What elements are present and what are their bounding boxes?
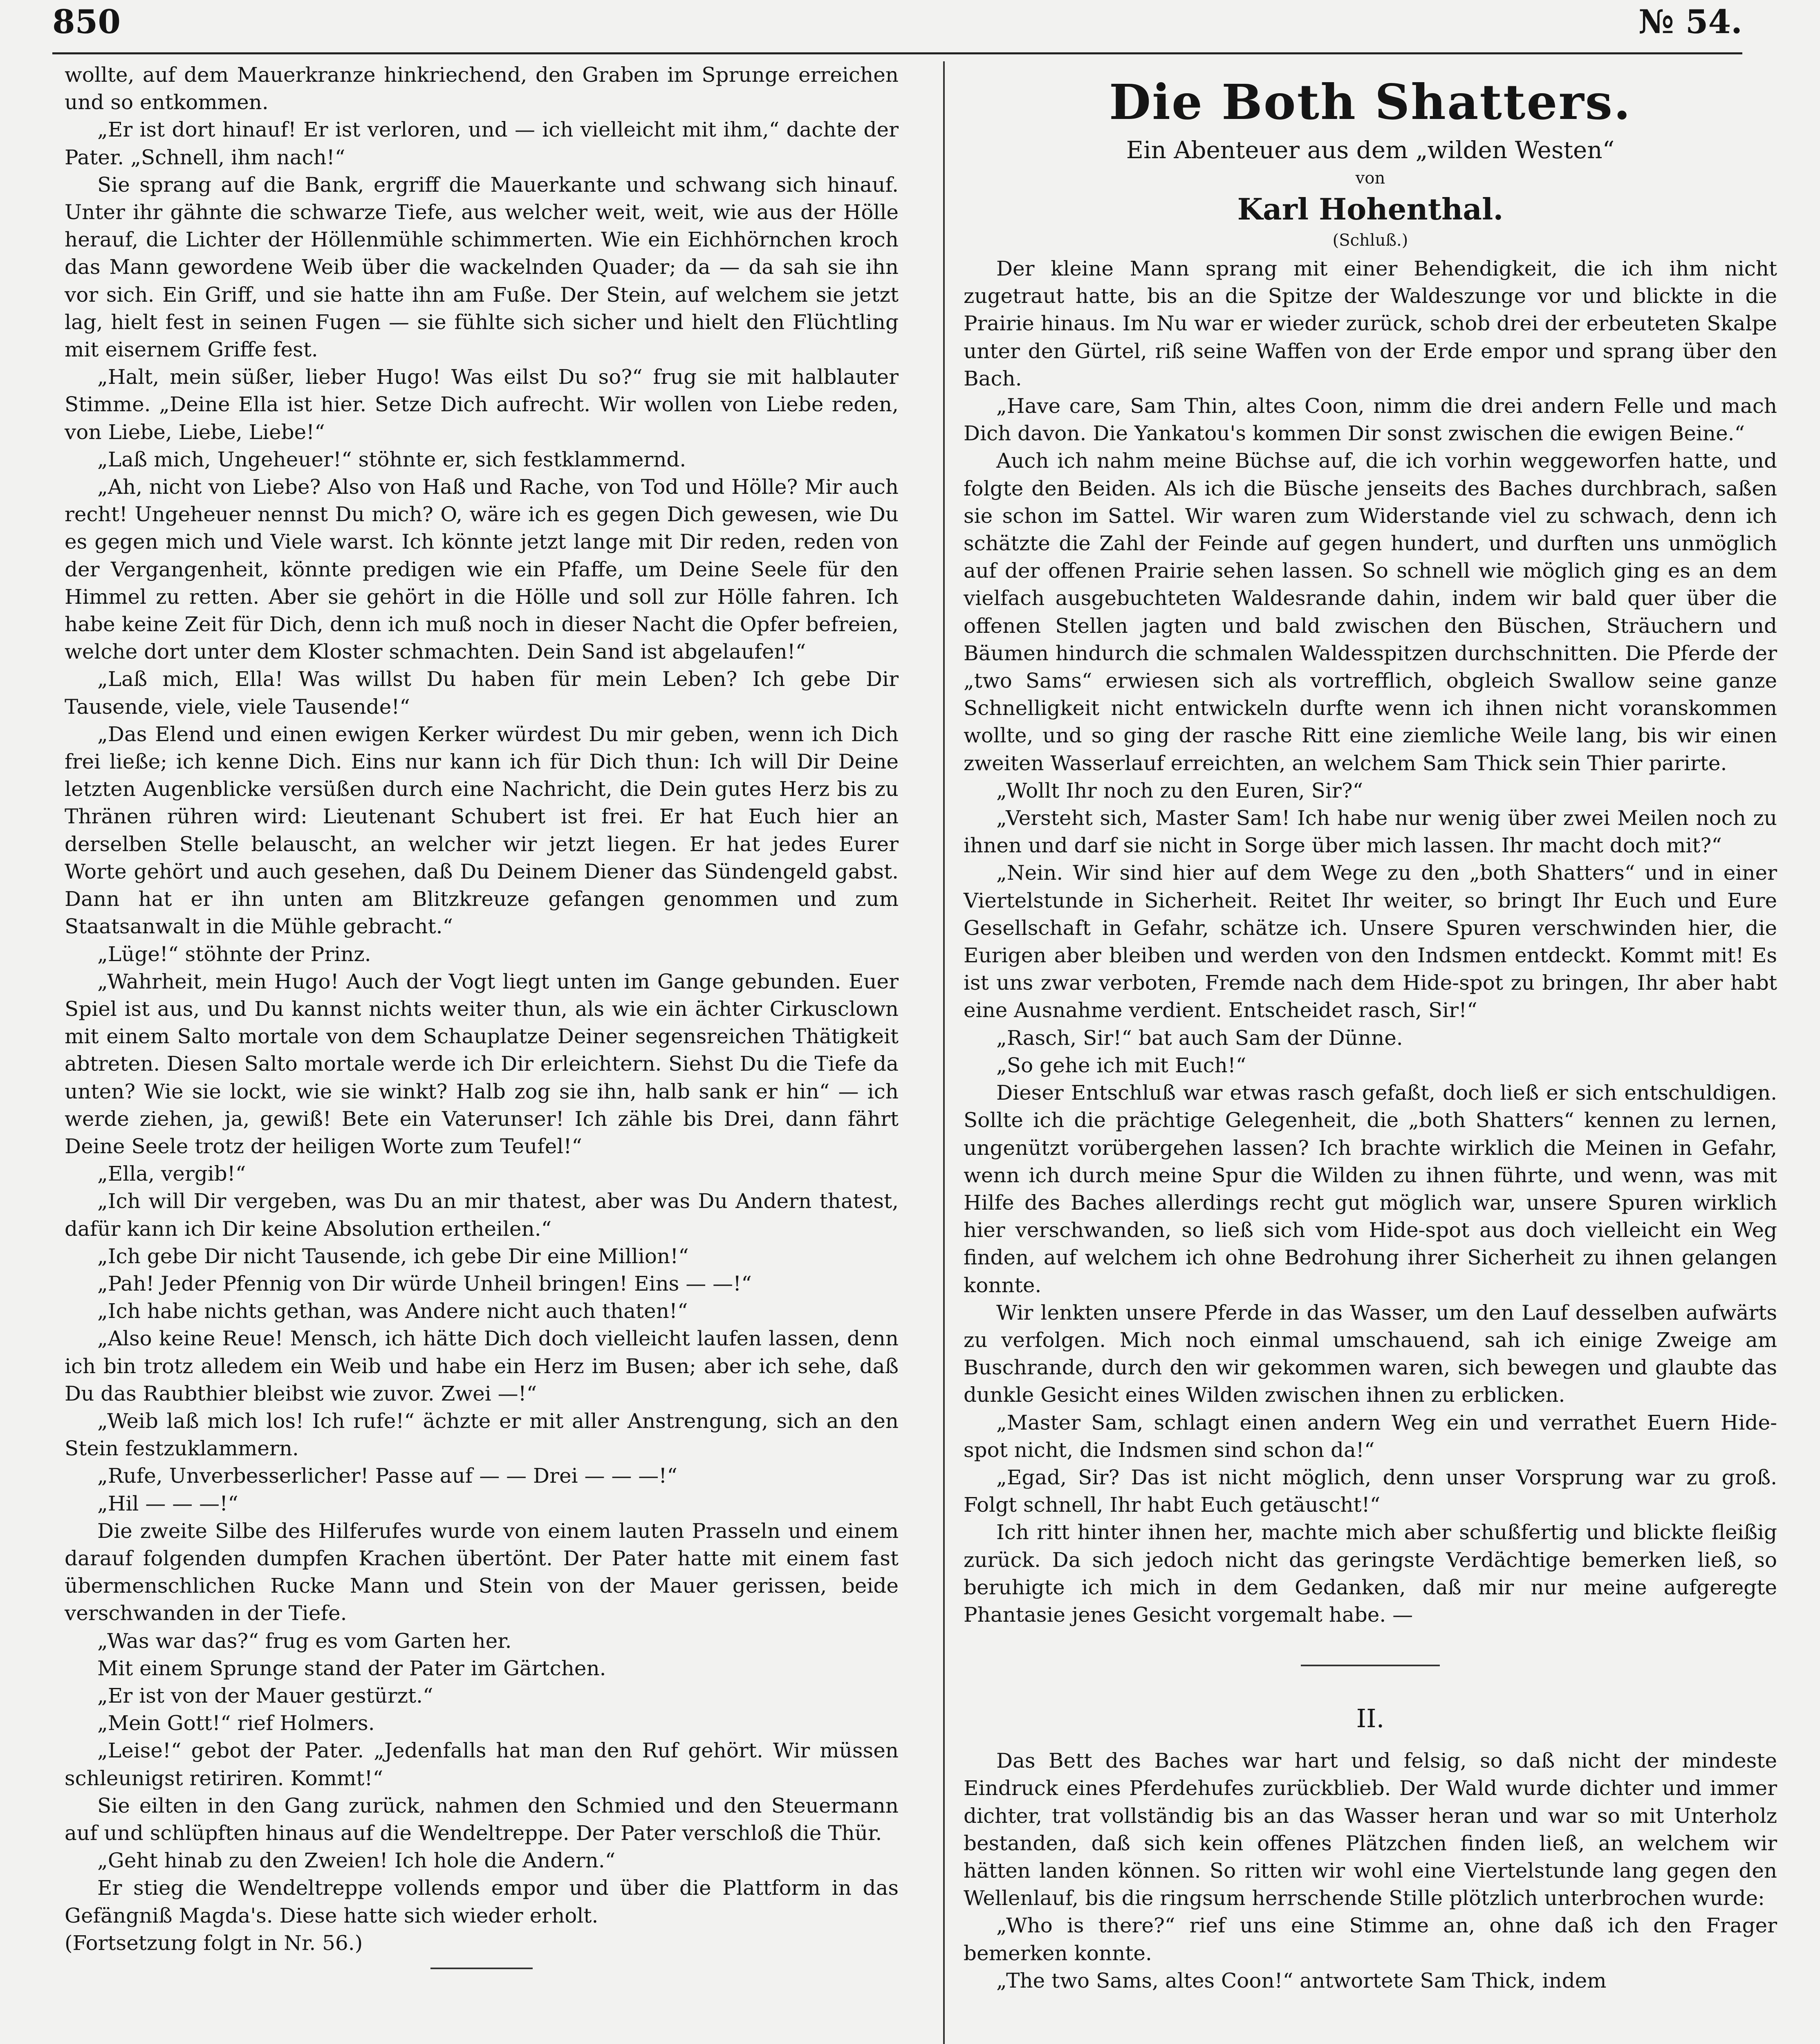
paragraph: „Mein Gott!“ rief Holmers. — [97, 1711, 375, 1735]
paragraph: Das Bett des Baches war hart und felsig, so daß nicht der mindeste Eindruck eines Pferdehufes zurückblieb. Der Wald wurde dichter und immer dichter, trat vollständig bis an das Wasser heran und war so mit Unterholz bestanden, daß sich kein offenes Plätzchen finden ließ, an welchem wir hätten landen können. So ritten wir wohl eine Viertelstunde lang gegen den Wellenlauf, bis die ringsum herrschende Stille plötzlich unterbrochen wurde: — [964, 1749, 1777, 1910]
paragraph: „Laß mich, Ella! Was willst Du haben für mein Leben? Ich gebe Dir Tausende, viele, viele Tausende!“ — [65, 667, 899, 719]
paragraph: „The two Sams, altes Coon!“ antwortete Sam Thick, indem — [996, 1968, 1607, 1992]
paragraph: „Master Sam, schlagt einen andern Weg ein und verrathet Euern Hide-spot nicht, die Indsmen sind schon da!“ — [964, 1410, 1777, 1462]
page-number: 850 — [52, 2, 121, 41]
end-rule — [430, 1968, 533, 1969]
paragraph: „Nein. Wir sind hier auf dem Wege zu den „both Shatters“ und in einer Viertelstunde in Sicherheit. Reitet Ihr weiter, so bringt Ihr Euch und Eure Gesellschaft in Gefahr, schätze ich. Unsere Spuren verschwinden hier, die Eurigen aber bleiben und werden von den Indsmen entdeckt. Kommt mit! Es ist uns zwar verboten, Fremde nach dem Hide-spot zu bringen, Ihr aber habt eine Ausnahme verdient. Entscheidet rasch, Sir!“ — [964, 861, 1777, 1022]
header-rule — [52, 52, 1742, 54]
section-rule — [1301, 1665, 1440, 1666]
paragraph: „Leise!“ gebot der Pater. „Jedenfalls hat man den Ruf gehört. Wir müssen schleunigst retiriren. Kommt!“ — [65, 1739, 899, 1790]
paragraph: „Lüge!“ stöhnte der Prinz. — [97, 942, 371, 966]
paragraph: Ich ritt hinter ihnen her, machte mich aber schußfertig und blickte fleißig zurück. Da sich jedoch nicht das geringste Verdächtige bemerken ließ, so beruhigte ich mich in dem Gedanken, daß mir nur meine aufgeregte Phantasie jenes Gesicht vorgemalt habe. — — [964, 1520, 1777, 1627]
paragraph: „Er ist von der Mauer gestürzt.“ — [97, 1683, 433, 1708]
paragraph: „Rufe, Unverbesserlicher! Passe auf — — Drei — — —!“ — [97, 1464, 677, 1488]
paragraph: „Ich gebe Dir nicht Tausende, ich gebe Dir eine Million!“ — [97, 1244, 689, 1268]
paragraph: „Rasch, Sir!“ bat auch Sam der Dünne. — [996, 1026, 1403, 1050]
paragraph: Der kleine Mann sprang mit einer Behendigkeit, die ich ihm nicht zugetraut hatte, bis an die Spitze der Waldeszunge vor und blickte in die Prairie hinaus. Im Nu war er wieder zurück, schob drei der erbeuteten Skalpe unter den Gürtel, riß seine Waffen von der Erde empor und sprang über den Bach. — [964, 257, 1777, 390]
paragraph: „So gehe ich mit Euch!“ — [996, 1053, 1246, 1077]
paragraph: „Halt, mein süßer, lieber Hugo! Was eilst Du so?“ frug sie mit halblauter Stimme. „Deine Ella ist hier. Setze Dich aufrecht. Wir wollen von Liebe reden, von Liebe, Liebe, Liebe!“ — [65, 365, 899, 444]
story-title: Die Both Shatters. — [1109, 74, 1632, 130]
paragraph: Sie eilten in den Gang zurück, nahmen den Schmied und den Steuermann auf und schlüpften hinaus auf die Wendeltreppe. Der Pater verschloß die Thür. — [65, 1793, 899, 1845]
paragraph: wollte, auf dem Mauerkranze hinkriechend, den Graben im Sprunge erreichen und so entkommen. — [65, 63, 899, 114]
paragraph: „Er ist dort hinauf! Er ist verloren, und — ich vielleicht mit ihm,“ dachte der Pater. „Schnell, ihm nach!“ — [65, 118, 899, 169]
column-divider — [943, 61, 945, 2044]
paragraph: „Ich habe nichts gethan, was Andere nicht auch thaten!“ — [97, 1299, 688, 1323]
paragraph: „Also keine Reue! Mensch, ich hätte Dich doch vielleicht laufen lassen, denn ich bin trotz alledem ein Weib und habe ein Herz im Busen; aber ich sehe, daß Du das Raubthier bleibst wie zuvor. Zwei —!“ — [65, 1327, 899, 1405]
byline-von: von — [1355, 169, 1385, 188]
paragraph: „Hil — — —!“ — [97, 1491, 238, 1515]
paragraph: Wir lenkten unsere Pferde in das Wasser, um den Lauf desselben aufwärts zu verfolgen. Mich noch einmal umschauend, sah ich einige Zweige am Buschrande, durch den wir gekommen waren, sich bewegen und glaubte das dunkle Gesicht eines Wilden zwischen ihnen zu erblicken. — [964, 1300, 1777, 1407]
paragraph: „Geht hinab zu den Zweien! Ich hole die Andern.“ — [97, 1849, 616, 1873]
story-author: Karl Hohenthal. — [1237, 192, 1504, 226]
story-subtitle: Ein Abenteuer aus dem „wilden Westen“ — [1126, 136, 1615, 164]
continuation-note: (Fortsetzung folgt in Nr. 56.) — [65, 1931, 363, 1955]
part-note: (Schluß.) — [1332, 231, 1408, 250]
section-heading: II. — [1356, 1703, 1385, 1734]
paragraph: Sie sprang auf die Bank, ergriff die Mauerkante und schwang sich hinauf. Unter ihr gähnte die schwarze Tiefe, aus welcher weit, weit, wie aus der Hölle herauf, die Lichter der Höllenmühle schimmerten. Wie ein Eichhörnchen kroch das Mann gewordene Weib über die wackelnden Quader; da — da sah sie ihn vor sich. Ein Griff, und sie hatte ihn am Fuße. Der Stein, auf welchem sie jetzt lag, hielt fest in seinen Fugen — sie fühlte sich sicher und hielt den Flüchtling mit eisernem Griffe fest. — [65, 173, 899, 362]
paragraph: Er stieg die Wendeltreppe vollends empor und über die Plattform in das Gefängniß Magda's. Diese hatte sich wieder erholt. — [65, 1876, 899, 1927]
paragraph: „Who is there?“ rief uns eine Stimme an, ohne daß ich den Frager bemerken konnte. — [964, 1914, 1777, 1965]
paragraph: „Versteht sich, Master Sam! Ich habe nur wenig über zwei Meilen noch zu ihnen und darf sie nicht in Sorge über mich lassen. Ihr macht doch mit?“ — [964, 806, 1777, 858]
paragraph: „Ella, vergib!“ — [97, 1162, 246, 1186]
paragraph: „Wollt Ihr noch zu den Euren, Sir?“ — [996, 778, 1363, 802]
paragraph: „Ah, nicht von Liebe? Also von Haß und Rache, von Tod und Hölle? Mir auch recht! Ungeheuer nennst Du mich? O, wäre ich es gegen Dich gewesen, wie Du es gegen mich und Viele warst. Ich könnte jetzt lange mit Dir reden, reden von der Vergangenheit, könnte predigen wie ein Pfaffe, um Deine Seele für den Himmel zu retten. Aber sie gehört in die Hölle und soll zur Hölle fahren. Ich habe keine Zeit für Dich, denn ich muß noch in dieser Nacht die Opfer befreien, welche dort unter dem Kloster schmachten. Dein Sand ist abgelaufen!“ — [65, 475, 899, 664]
issue-number: № 54. — [1638, 2, 1742, 41]
paragraph: Auch ich nahm meine Büchse auf, die ich vorhin weggeworfen hatte, und folgte den Beiden. Als ich die Büsche jenseits des Baches durchbrach, saßen sie schon im Sattel. Wir waren zum Widerstande viel zu schwach, denn ich schätzte die Zahl der Feinde auf gegen hundert, und durften uns unmöglich auf der offenen Prairie sehen lassen. So schnell wie möglich ging es an dem vielfach ausgebuchteten Waldesrande dahin, indem wir bald quer über die offenen Stellen jagten und bald zwischen den Büschen, Sträuchern und Bäumen hindurch die schmalen Waldesspitzen durchschnitten. Die Pferde der „two Sams“ erwiesen sich als vortrefflich, obgleich Swallow seine ganze Schnelligkeit nicht entwickeln durfte wenn ich ihnen nicht voranskommen wollte, und so ging der rasche Ritt eine ziemliche Weile lang, bis wir einen zweiten Wasserlauf erreichten, an welchem Sam Thick sein Thier parirte. — [964, 449, 1777, 775]
paragraph: „Ich will Dir vergeben, was Du an mir thatest, aber was Du Andern thatest, dafür kann ich Dir keine Absolution ertheilen.“ — [65, 1189, 899, 1241]
paragraph: „Was war das?“ frug es vom Garten her. — [97, 1629, 512, 1653]
paragraph: Dieser Entschluß war etwas rasch gefaßt, doch ließ er sich entschuldigen. Sollte ich die prächtige Gelegenheit, die „both Shatters“ kennen zu lernen, ungenützt vorübergehen lassen? Ich brachte wirklich die Meinen in Gefahr, wenn ich durch meine Spur die Wilden zu ihnen führte, und wenn, was mit Hilfe des Baches allerdings recht gut möglich war, unsere Spuren wirklich hier verschwanden, so ließ sich vom Hide-spot aus doch vielleicht ein Weg finden, auf welchem ich ohne Bedrohung ihrer Sicherheit zu ihnen gelangen konnte. — [964, 1081, 1777, 1297]
paragraph: Mit einem Sprunge stand der Pater im Gärtchen. — [97, 1656, 606, 1680]
paragraph: Die zweite Silbe des Hilferufes wurde von einem lauten Prasseln und einem darauf folgenden dumpfen Krachen übertönt. Der Pater hatte mit einem fast übermenschlichen Rucke Mann und Stein von der Mauer gerissen, beide verschwanden in der Tiefe. — [65, 1519, 899, 1625]
paragraph: „Egad, Sir? Das ist nicht möglich, denn unser Vorsprung war zu groß. Folgt schnell, Ihr habt Euch getäuscht!“ — [964, 1465, 1777, 1517]
paragraph: „Laß mich, Ungeheuer!“ stöhnte er, sich festklammernd. — [97, 447, 686, 471]
paragraph: „Wahrheit, mein Hugo! Auch der Vogt liegt unten im Gange gebunden. Euer Spiel ist aus, und Du kannst nichts weiter thun, als wie ein ächter Cirkusclown mit einem Salto mortale von dem Schauplatze Deiner segensreichen Thätigkeit abtreten. Diesen Salto mortale werde ich Dir erleichtern. Siehst Du die Tiefe da unten? Wie sie lockt, wie sie winkt? Halb zog sie ihn, halb sank er hin“ — ich werde ziehen, ja, gewiß! Bete ein Vaterunser! Ich zähle bis Drei, dann fährt Deine Seele trotz der heiligen Worte zum Teufel!“ — [65, 969, 899, 1158]
paragraph: „Weib laß mich los! Ich rufe!“ ächzte er mit aller Anstrengung, sich an den Stein festzuklammern. — [65, 1409, 899, 1461]
paragraph: „Das Elend und einen ewigen Kerker würdest Du mir geben, wenn ich Dich frei ließe; ich kenne Dich. Eins nur kann ich für Dich thun: Ich will Dir Deine letzten Augenblicke versüßen durch eine Nachricht, die Dein gutes Herz bis zu Thränen rühren wird: Lieutenant Schubert ist frei. Er hat Euch hier an derselben Stelle belauscht, an welcher wir jetzt liegen. Er hat jedes Eurer Worte gehört und auch gesehen, daß Du Deinem Diener das Sündengeld gabst. Dann hat er ihn unten am Blitzkreuze gefangen genommen und zum Staatsanwalt in die Mühle gebracht.“ — [65, 722, 899, 939]
left-column — [65, 61, 899, 1969]
right-column — [964, 61, 1777, 1995]
paragraph: „Have care, Sam Thin, altes Coon, nimm die drei andern Felle und mach Dich davon. Die Yankatou's kommen Dir sonst zwischen die ewigen Beine.“ — [964, 394, 1777, 446]
paragraph: „Pah! Jeder Pfennig von Dir würde Unheil bringen! Eins — —!“ — [97, 1271, 752, 1295]
